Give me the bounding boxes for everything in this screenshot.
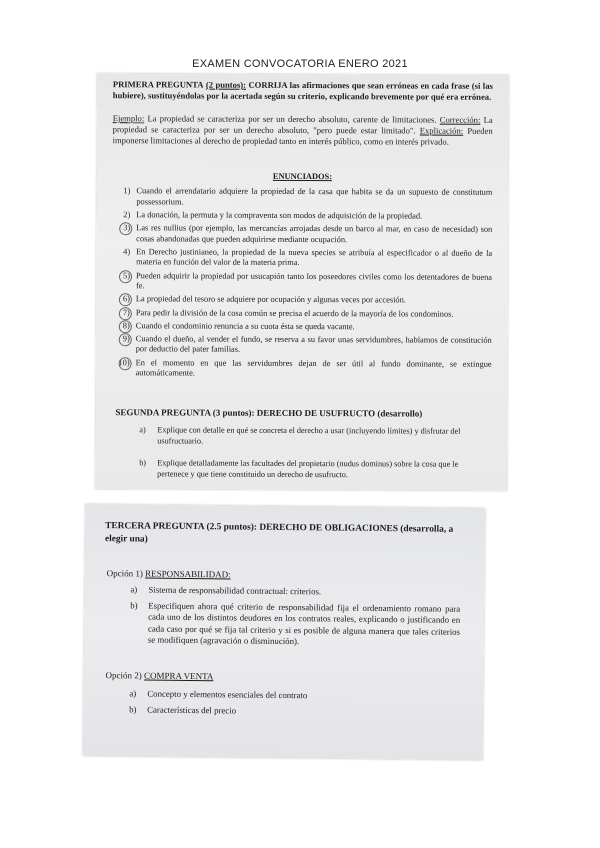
statement-item bbox=[116, 247, 492, 270]
statement-number: 6) bbox=[116, 295, 130, 306]
statement-item bbox=[116, 334, 492, 357]
statement-number: 4) bbox=[123, 246, 131, 256]
q1-title: PRIMERA PREGUNTA bbox=[112, 79, 204, 90]
q2-item-letter: b) bbox=[139, 458, 147, 468]
option-2-item-letter: a) bbox=[129, 688, 137, 699]
statement-item bbox=[116, 271, 492, 294]
statements-list bbox=[116, 186, 493, 383]
exam-title: EXAMEN CONVOCATORIA ENERO 2021 bbox=[192, 58, 408, 70]
option-2-item-letter: b) bbox=[129, 703, 137, 715]
option-1-heading bbox=[107, 568, 231, 580]
statement-text: En Derecho justinianeo, la propiedad de la nueva species se atribuía al especificador o al dueño de la materia en función del valor de la materia prima. bbox=[136, 247, 493, 268]
statement-text: Cuando el condominio renuncia a su cuota ésta se queda vacante. bbox=[135, 320, 355, 331]
option-2-topic: COMPRA VENTA bbox=[143, 670, 214, 682]
option-1-items bbox=[130, 584, 461, 653]
q1-example-text: La propiedad se caracteriza por ser un derecho absoluto, carente de limitaciones. bbox=[147, 113, 437, 125]
q2-item-letter: a) bbox=[139, 425, 146, 435]
statement-number: 1) bbox=[123, 186, 131, 196]
statement-text: En el momento en que las servidumbres dejan de ser útil al fundo dominante, se extingue automáticamente. bbox=[135, 357, 492, 378]
statement-text: Pueden adquirir la propiedad por usucapión tanto los poseedores civiles como los detentadores de buena fe. bbox=[135, 270, 493, 291]
q1-explanation-label: Explicación: bbox=[419, 125, 464, 136]
q2-item bbox=[139, 425, 469, 448]
q1-points: (2 puntos): bbox=[205, 79, 247, 90]
statement-number: 8) bbox=[116, 321, 130, 332]
q1-heading bbox=[113, 79, 493, 103]
statement-item bbox=[116, 210, 492, 222]
statement-number: 2) bbox=[123, 210, 131, 220]
statement-number: 10) bbox=[116, 358, 130, 369]
q2-item-text: Explique detalladamente las facultades del propietario (nudus dominus) sobre la cosa que le pertenece y que tiene constituido un derecho de usufructo. bbox=[157, 458, 459, 479]
q1-example bbox=[113, 113, 493, 148]
option-2-item-text: Características del precio bbox=[147, 704, 237, 716]
q1-instruction: CORRIJA las afirmaciones que sean erróneas en cada frase (si las hubiere), sustituyéndolas por la acertada según su criterio, explicando brevemente por qué era errónea. bbox=[112, 79, 493, 102]
statement-number: 5) bbox=[116, 271, 130, 282]
statement-item bbox=[116, 321, 492, 333]
exam-sheet-page-2 bbox=[83, 504, 486, 760]
statement-text: Las res nullius (por ejemplo, las mercancías arrojadas desde un barco al mar, en caso de necesidad) son cosas abandonadas que pueden adquirirse mediante ocupación. bbox=[136, 223, 493, 244]
statement-number: 7) bbox=[116, 308, 130, 319]
statement-text: Para pedir la división de la cosa común se precisa el acuerdo de la mayoría de los condominos. bbox=[135, 307, 454, 319]
option-1-topic: RESPONSABILIDAD: bbox=[145, 568, 231, 580]
q1-example-label: Ejemplo: bbox=[112, 113, 145, 124]
option-1-item-text: Especifiquen ahora qué criterio de responsabilidad fija el ordenamiento romano para cada uno de los distintos deudores en los contratos reales, explicando o justificando en cada caso por qué se fija tal criterio y si es posible de alguna manera que tales criterios se modifiquen (agravación o disminución). bbox=[147, 600, 461, 647]
option-1-item-letter: b) bbox=[130, 599, 138, 611]
q2-heading: SEGUNDA PREGUNTA (3 puntos): DERECHO DE USUFRUCTO (desarrollo) bbox=[115, 407, 423, 419]
exam-sheet-page-1 bbox=[95, 73, 509, 491]
statement-item bbox=[116, 358, 492, 381]
statement-item bbox=[116, 308, 492, 320]
option-1-label: Opción 1) bbox=[106, 568, 143, 579]
option-1-item bbox=[130, 600, 460, 650]
statement-number: 3) bbox=[116, 223, 130, 234]
q2-item bbox=[139, 458, 469, 481]
statement-item bbox=[116, 295, 492, 307]
option-1-item bbox=[130, 584, 460, 599]
statement-item bbox=[116, 186, 492, 209]
option-2-heading bbox=[105, 670, 213, 682]
q1-correction-text: La propiedad se caracteriza por ser un derecho absoluto, "pero puede estar limitado". bbox=[112, 114, 493, 136]
option-2-item bbox=[129, 704, 459, 719]
statement-text: La propiedad del tesoro se adquiere por ocupación y algunas veces por accesión. bbox=[135, 294, 406, 305]
option-2-label: Opción 2) bbox=[105, 670, 142, 681]
statement-number: 9) bbox=[116, 334, 130, 345]
option-2-item-text: Concepto y elementos esenciales del contrato bbox=[147, 688, 308, 701]
q2-item-text: Explique con detalle en qué se concreta el derecho a usar (incluyendo límites) y disfrutar del usufructuario. bbox=[157, 425, 461, 446]
statement-text: La donación, la permuta y la compraventa son modos de adquisición de la propiedad. bbox=[136, 210, 423, 221]
q1-correction-label: Corrección: bbox=[439, 114, 481, 125]
q3-heading: TERCERA PREGUNTA (2.5 puntos): DERECHO DE OBLIGACIONES (desarrolla, a elegir una) bbox=[104, 521, 454, 545]
q2-items bbox=[139, 425, 469, 491]
q1-explanation-text: Pueden imponerse limitaciones al derecho de propiedad tanto en interés público, como en interés privado. bbox=[112, 125, 493, 147]
statements-heading: ENUNCIADOS: bbox=[272, 171, 333, 182]
option-1-item-text: Sistema de responsabilidad contractual: criterios. bbox=[148, 584, 322, 597]
statement-text: Cuando el arrendatario adquiere la propiedad de la casa que habita se da un supuesto de constitutum possessorium. bbox=[136, 186, 493, 207]
option-2-items bbox=[129, 688, 459, 723]
statement-item bbox=[116, 223, 492, 246]
statement-text: Cuando el dueño, al vender el fundo, se reserva a su favor unas servidumbres, hablamos de constitución por deductio del pater familias. bbox=[135, 334, 492, 355]
option-1-item-letter: a) bbox=[130, 584, 138, 595]
option-2-item bbox=[129, 688, 459, 703]
